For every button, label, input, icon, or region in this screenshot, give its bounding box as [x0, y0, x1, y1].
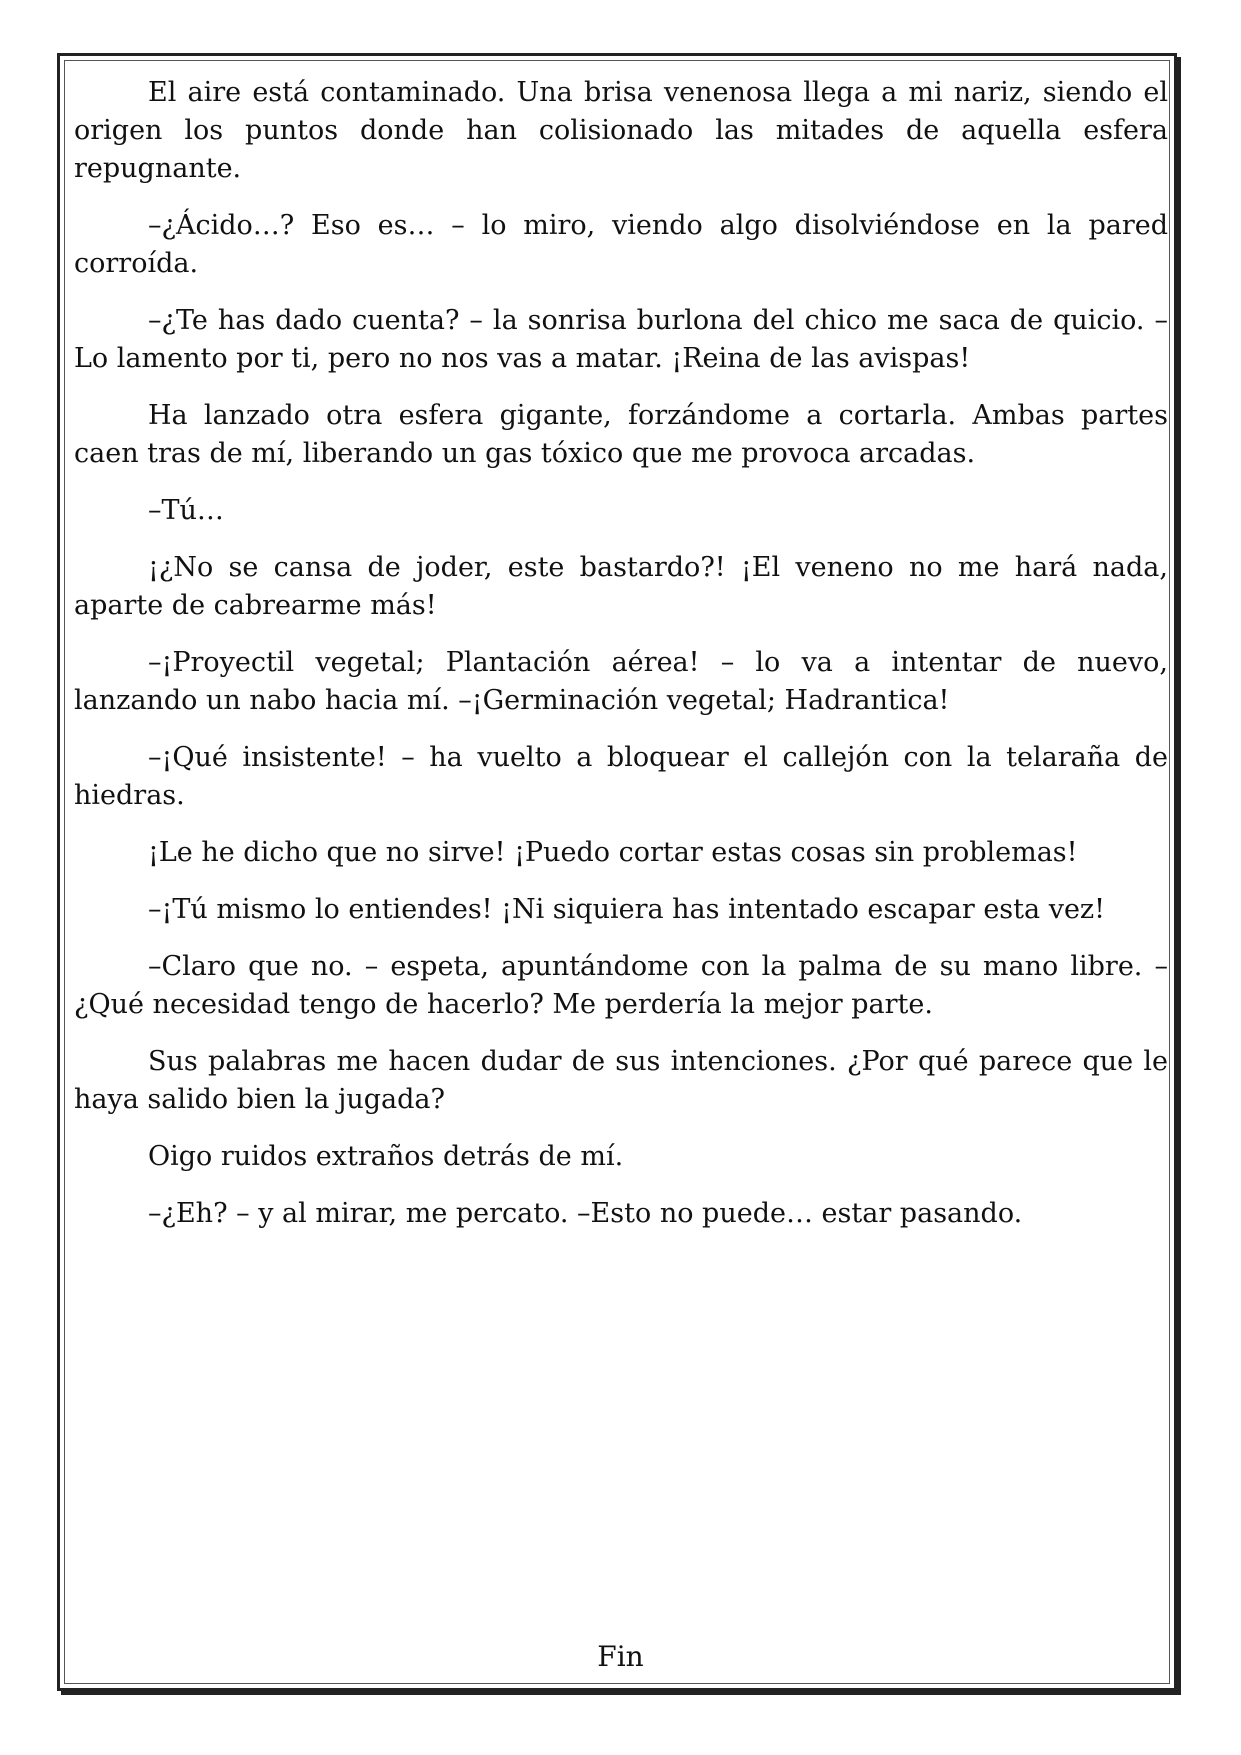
paragraph: ¡Le he dicho que no sirve! ¡Puedo cortar estas cosas sin problemas! — [148, 837, 1078, 868]
paragraph: –¡Qué insistente! – ha vuelto a bloquear el callejón con la telaraña de hiedras. — [74, 742, 1168, 811]
paragraph: Sus palabras me hacen dudar de sus intenciones. ¿Por qué parece que le haya salido bien la jugada? — [74, 1046, 1168, 1115]
ending-label: Fin — [597, 1640, 644, 1673]
paragraph: –Tú… — [148, 495, 224, 526]
paragraph: Oigo ruidos extraños detrás de mí. — [148, 1141, 624, 1172]
paragraph: –¿Te has dado cuenta? – la sonrisa burlona del chico me saca de quicio. –Lo lamento por ti, pero no nos vas a matar. ¡Reina de las avispas! — [74, 305, 1168, 374]
paragraph: –¿Eh? – y al mirar, me percato. –Esto no puede… estar pasando. — [148, 1198, 1023, 1229]
paragraph: El aire está contaminado. Una brisa venenosa llega a mi nariz, siendo el origen los puntos donde han colisionado las mitades de aquella esfera repugnante. — [74, 77, 1168, 184]
paragraph: ¡¿No se cansa de joder, este bastardo?! ¡El veneno no me hará nada, aparte de cabrearme más! — [74, 552, 1168, 621]
paragraph: –Claro que no. – espeta, apuntándome con la palma de su mano libre. –¿Qué necesidad tengo de hacerlo? Me perdería la mejor parte. — [74, 951, 1168, 1020]
paragraph: –¿Ácido…? Eso es… – lo miro, viendo algo disolviéndose en la pared corroída. — [74, 210, 1168, 279]
paragraph: –¡Tú mismo lo entiendes! ¡Ni siquiera has intentado escapar esta vez! — [148, 894, 1105, 925]
paragraph: –¡Proyectil vegetal; Plantación aérea! – lo va a intentar de nuevo, lanzando un nabo hacia mí. –¡Germinación vegetal; Hadrantica! — [74, 647, 1168, 716]
paragraph: Ha lanzado otra esfera gigante, forzándome a cortarla. Ambas partes caen tras de mí, liberando un gas tóxico que me provoca arcadas. — [74, 400, 1168, 469]
story-text — [74, 74, 1168, 1252]
